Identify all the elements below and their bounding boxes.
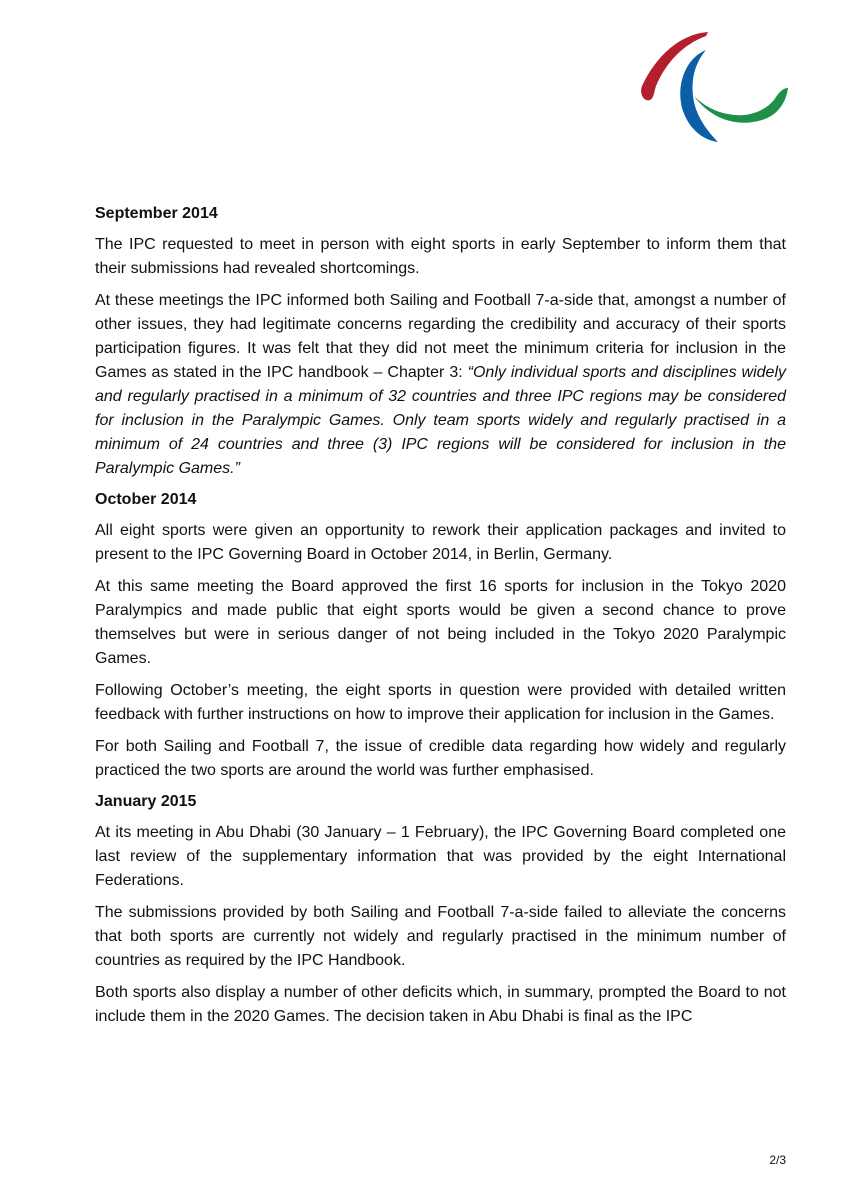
paragraph: Following October’s meeting, the eight sports in question were provided with detailed written feedback with further instructions on how to improve their application for inclusion in the Games. (95, 682, 786, 723)
paragraph: The IPC requested to meet in person with eight sports in early September to inform them that their submissions had revealed shortcomings. (95, 236, 786, 277)
paragraph: All eight sports were given an opportunity to rework their application packages and invited to present to the IPC Governing Board in October 2014, in Berlin, Germany. (95, 522, 786, 563)
logo-red-agito (641, 32, 708, 100)
ipc-agitos-logo (636, 28, 792, 146)
section-october-2014 (95, 489, 786, 783)
section-heading: January 2015 (95, 793, 197, 810)
logo-green-agito (694, 88, 788, 123)
handbook-quote: “Only individual sports and disciplines widely and regularly practised in a minimum of 32 countries and three IPC regions may be considered for inclusion in the Paralympic Games. Only team sports widely and regularly practised in a minimum of 24 countries and three (3) IPC regions will be considered for inclusion in the Paralympic Games.” (95, 364, 786, 477)
paragraph: At this same meeting the Board approved the first 16 sports for inclusion in the Tokyo 2020 Paralympics and made public that eight sports would be given a second chance to prove themselves but were in serious danger of not being included in the Tokyo 2020 Paralympic Games. (95, 578, 786, 667)
section-heading: September 2014 (95, 205, 218, 222)
logo-blue-agito (680, 50, 718, 142)
page-number: 2/3 (769, 1153, 786, 1167)
section-january-2015 (95, 791, 786, 1029)
paragraph (95, 289, 786, 481)
section-september-2014 (95, 203, 786, 481)
section-heading: October 2014 (95, 491, 197, 508)
paragraph: Both sports also display a number of other deficits which, in summary, prompted the Board to not include them in the 2020 Games. The decision taken in Abu Dhabi is final as the IPC (95, 984, 786, 1025)
paragraph: At its meeting in Abu Dhabi (30 January – 1 February), the IPC Governing Board completed one last review of the supplementary information that was provided by the eight International Federations. (95, 824, 786, 889)
document-body (95, 203, 786, 1037)
paragraph: For both Sailing and Football 7, the issue of credible data regarding how widely and regularly practiced the two sports are around the world was further emphasised. (95, 738, 786, 779)
paragraph-text: At these meetings the IPC informed both Sailing and Football 7-a-side that, amongst a number of other issues, they had legitimate concerns regarding the credibility and accuracy of their sports participation figures. It was felt that they did not meet the minimum criteria for inclusion in the Games as stated in the IPC handbook – Chapter 3: (95, 292, 786, 381)
paragraph: The submissions provided by both Sailing and Football 7-a-side failed to alleviate the concerns that both sports are currently not widely and regularly practised in the minimum number of countries as required by the IPC Handbook. (95, 904, 786, 969)
